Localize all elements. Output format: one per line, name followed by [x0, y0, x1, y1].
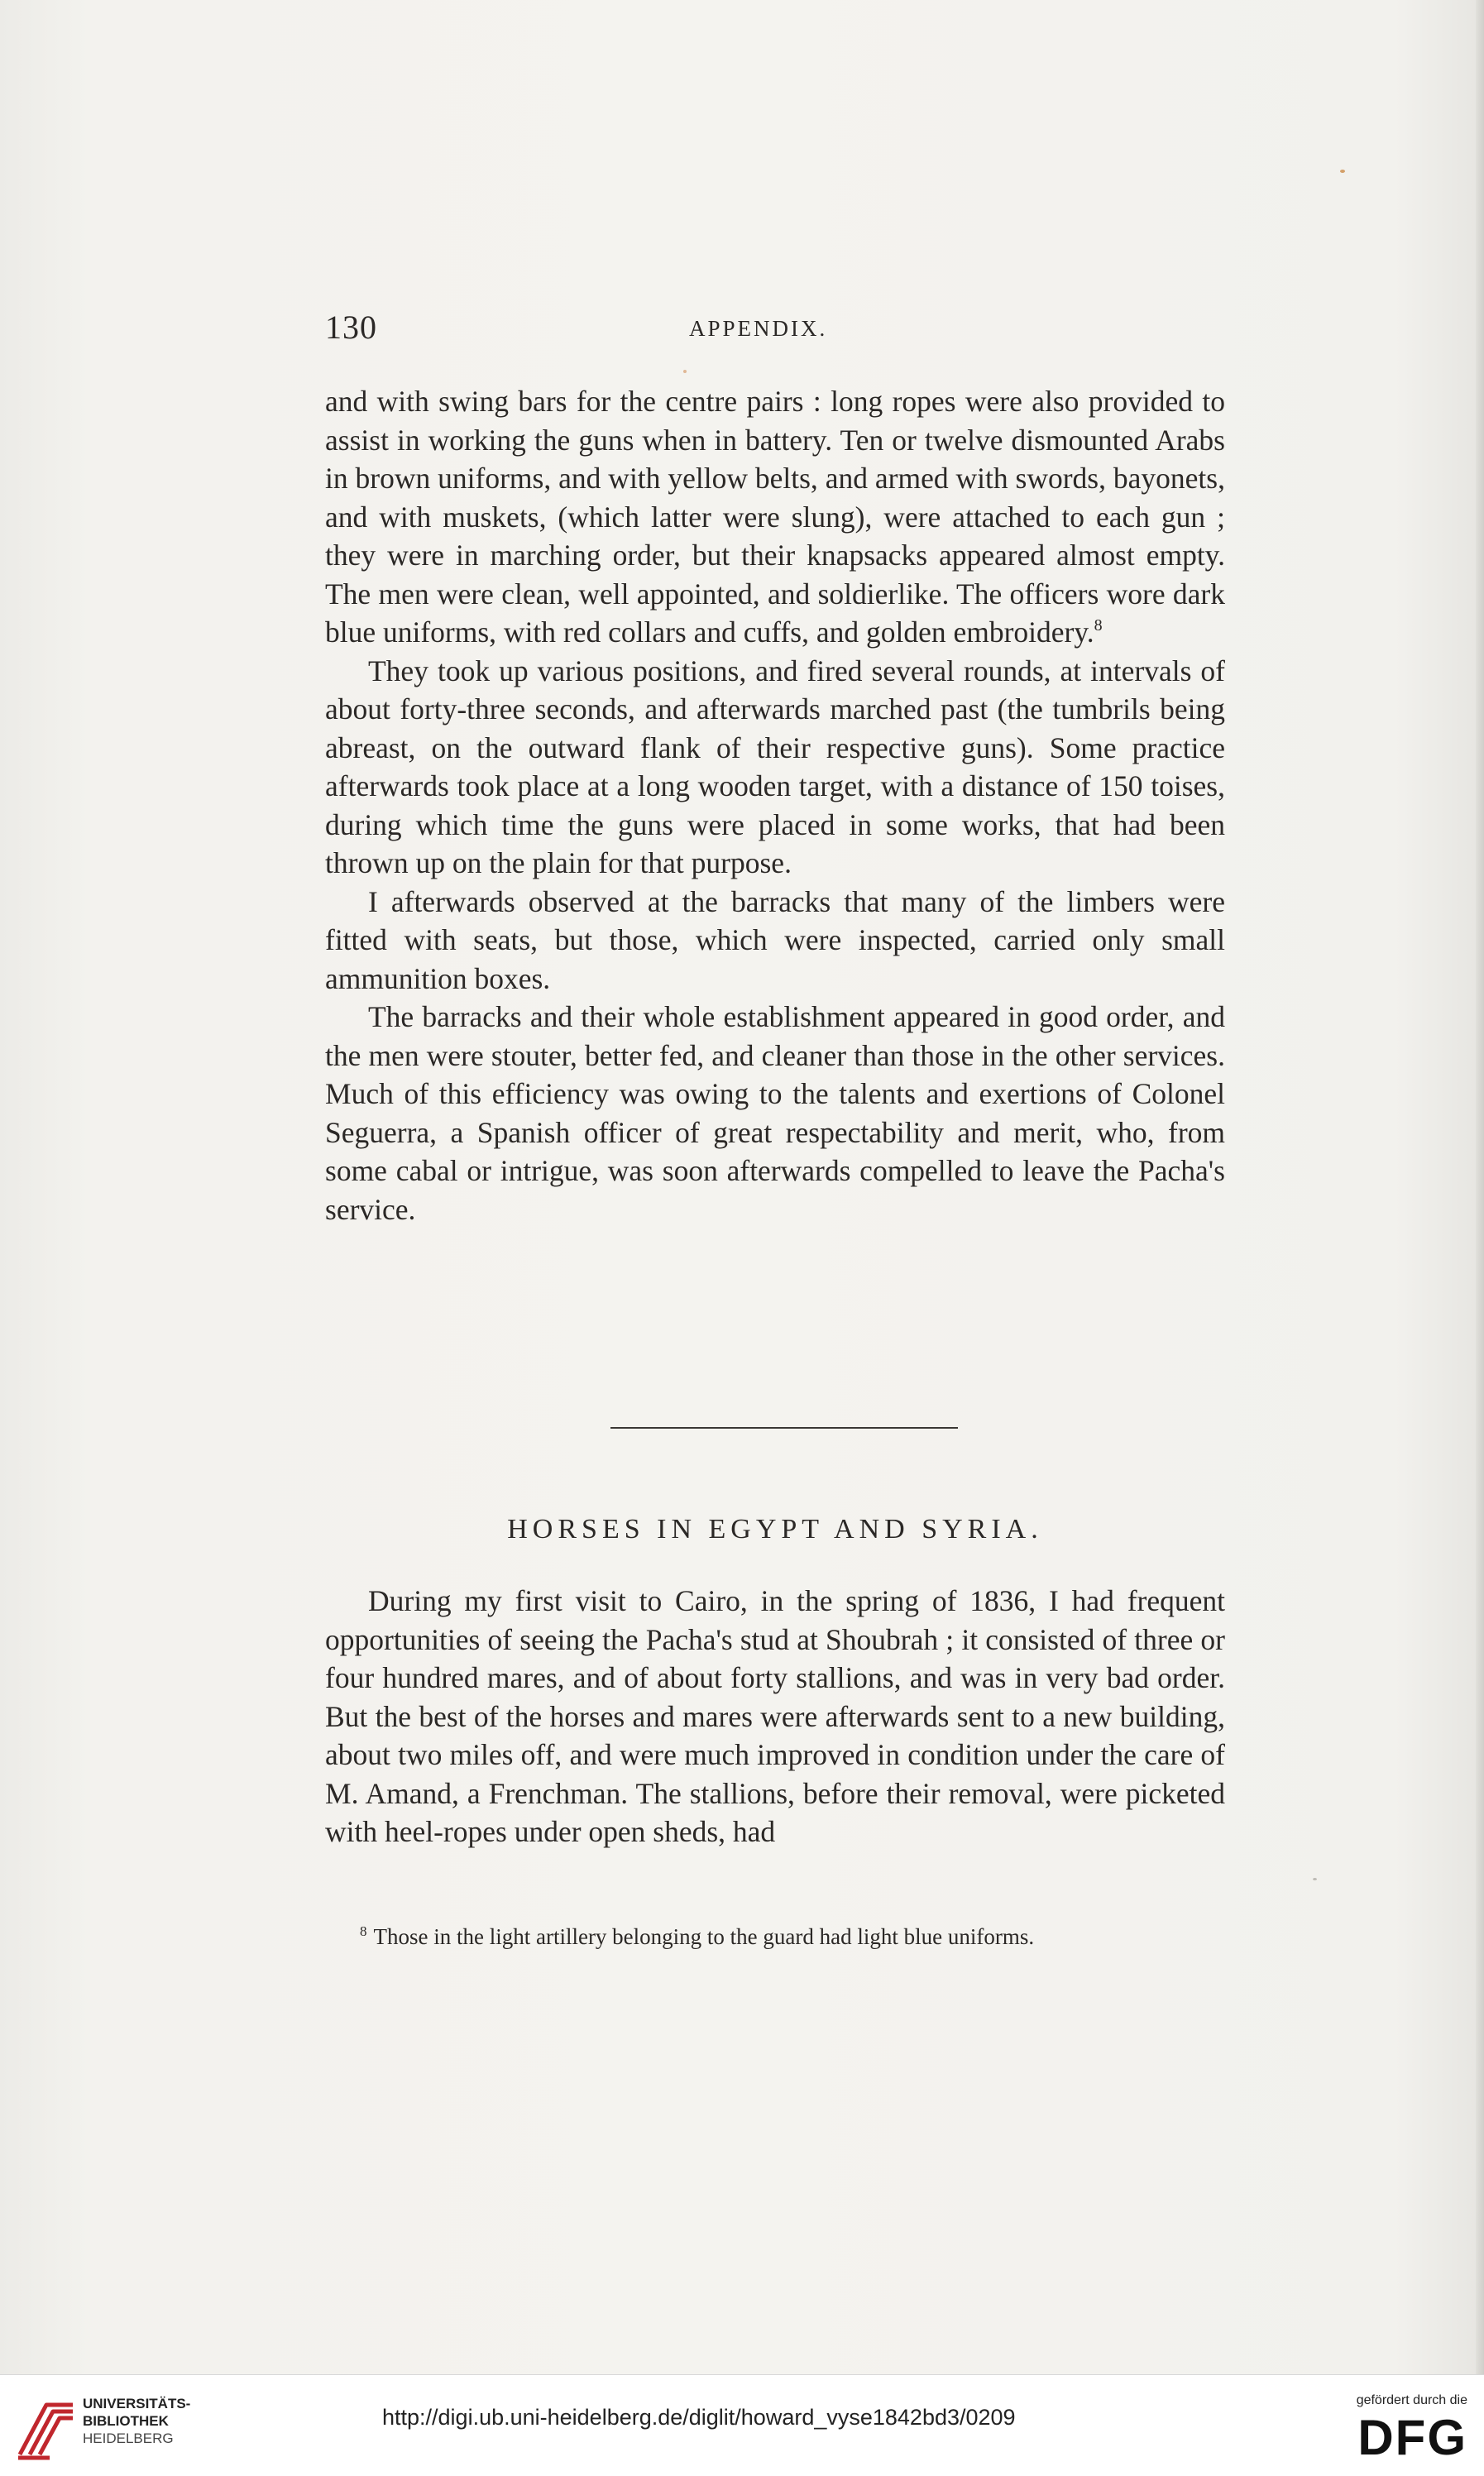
footnote	[325, 1921, 1225, 1952]
ub-heidelberg-logo-icon[interactable]	[13, 2397, 79, 2463]
permalink-url[interactable]: http://digi.ub.uni-heidelberg.de/diglit/howard_vyse1842bd3/0209	[382, 2405, 1016, 2430]
funding-caption: gefördert durch die	[1356, 2393, 1467, 2407]
paragraph: They took up various positions, and fired several rounds, at intervals of about forty-three seconds, and afterwards marched past (the tumbrils being abreast, on the outward flank of their respective guns). Some practice afterwards took place at a long wooden target, with a distance of 150 toises, during which time the guns were placed in some works, that had been thrown up on the plain for that purpose.	[325, 654, 1225, 879]
running-title: APPENDIX.	[689, 316, 828, 341]
scan-speck	[1340, 170, 1345, 173]
library-name-line: BIBLIOTHEK	[83, 2413, 169, 2429]
paragraph: The barracks and their whole establishment appeared in good order, and the men were stouter, better fed, and cleaner than those in the other services. Much of this efficiency was owing to the talents and exertions of Colonel Seguerra, a Spanish officer of great respectability and merit, who, from some cabal or intrigue, was soon afterwards compelled to leave the Pacha's service.	[325, 1000, 1225, 1226]
running-head	[325, 308, 1225, 357]
footnote-reference: 8	[1094, 616, 1103, 635]
section-title: HORSES IN EGYPT AND SYRIA.	[507, 1514, 1043, 1545]
page-edge-shadow	[1476, 0, 1484, 2374]
section-text	[325, 1582, 1225, 1851]
paragraph: I afterwards observed at the barracks that many of the limbers were fitted with seats, but those, which were inspected, carried only small ammunition boxes.	[325, 884, 1225, 995]
section-divider	[610, 1427, 958, 1429]
footnote-text: Those in the light artillery belonging to the guard had light blue uniforms.	[373, 1924, 1035, 1949]
paragraph	[325, 382, 1225, 652]
scan-speck	[683, 370, 687, 373]
body-text	[325, 382, 1225, 1228]
library-name[interactable]	[83, 2395, 190, 2447]
library-name-line: HEIDELBERG	[83, 2431, 174, 2446]
paragraph-text: and with swing bars for the centre pairs : long ropes were also provided to assist in working the guns when in battery. Ten or twelve dismounted Arabs in brown uniforms, and with yellow belts, and armed with swords, bayonets, and with muskets, (which latter were slung), were attached to each gun ; they were in marching order, but their knapsacks appeared almost empty. The men were clean, well appointed, and soldierlike. The officers wore dark blue uniforms, with red collars and cuffs, and golden embroidery.	[325, 385, 1225, 649]
library-name-line: UNIVERSITÄTS-	[83, 2396, 191, 2411]
page-number: 130	[325, 309, 377, 346]
dfg-logo[interactable]: DFG	[1357, 2410, 1467, 2465]
footer-bar	[0, 2374, 1484, 2476]
paragraph: During my first visit to Cairo, in the spring of 1836, I had frequent opportunities of seeing the Pacha's stud at Shoubrah ; it consisted of three or four hundred mares, and of about forty stallions, and was in very bad order. But the best of the horses and mares were afterwards sent to a new building, about two miles off, and were much improved in condition under the care of M. Amand, a Frenchman. The stallions, before their removal, were picketed with heel-ropes under open sheds, had	[325, 1584, 1225, 1848]
footnote-mark: 8	[360, 1923, 367, 1939]
scan-speck	[1313, 1878, 1317, 1880]
